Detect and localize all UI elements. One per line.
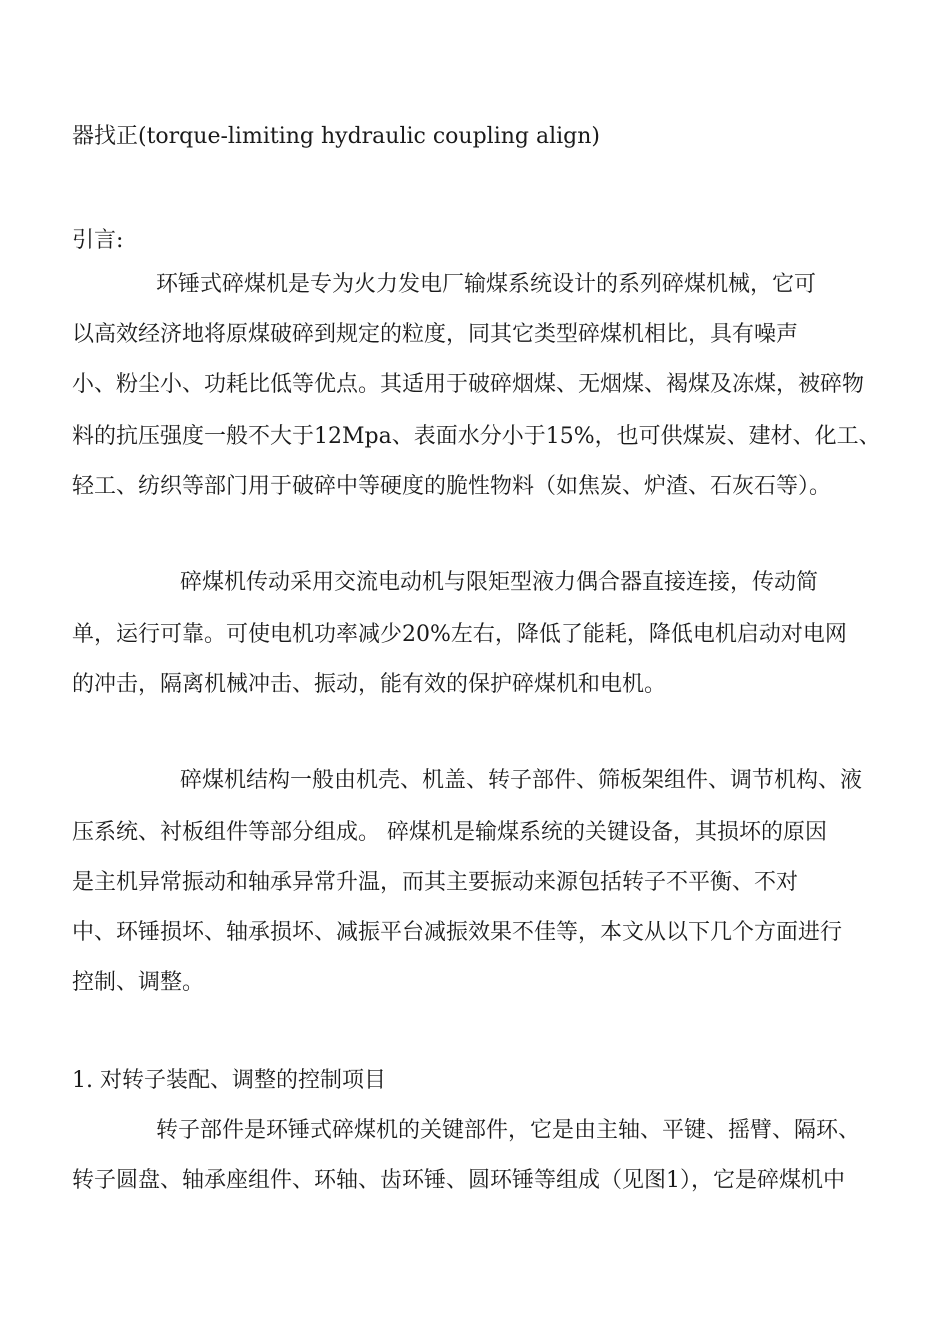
paragraph-line: 转子部件是环锤式碎煤机的关键部件，它是由主轴、平键、摇臂、隔环、 xyxy=(156,1118,861,1143)
paragraph-line: 转子圆盘、轴承座组件、环轴、齿环锤、圆环锤等组成（见图1），它是碎煤机中 xyxy=(72,1168,845,1193)
paragraph-line: 以高效经济地将原煤破碎到规定的粒度，同其它类型碎煤机相比，具有噪声 xyxy=(72,322,799,347)
paragraph-line: 是主机异常振动和轴承异常升温，而其主要振动来源包括转子不平衡、不对 xyxy=(72,870,799,895)
paragraph-line: 压系统、衬板组件等部分组成。 碎煤机是输煤系统的关键设备，其损坏的原因 xyxy=(72,820,827,845)
paragraph-line: 料的抗压强度一般不大于12Mpa、表面水分小于15%，也可供煤炭、建材、化工、 xyxy=(72,424,881,449)
paragraph-line: 中、环锤损坏、轴承损坏、减振平台减振效果不佳等，本文从以下几个方面进行 xyxy=(72,920,843,945)
paragraph-line: 环锤式碎煤机是专为火力发电厂输煤系统设计的系列碎煤机械，它可 xyxy=(156,272,817,297)
paragraph-line: 的冲击，隔离机械冲击、振动，能有效的保护碎煤机和电机。 xyxy=(72,672,667,697)
paragraph-line: 碎煤机结构一般由机壳、机盖、转子部件、筛板架组件、调节机构、液 xyxy=(180,768,863,793)
paragraph-line: 小、粉尘小、功耗比低等优点。其适用于破碎烟煤、无烟煤、褐煤及冻煤，被碎物 xyxy=(72,372,865,397)
title-line: 器找正(torque-limiting hydraulic coupling align) xyxy=(72,124,601,149)
section-heading: 1. 对转子装配、调整的控制项目 xyxy=(72,1068,386,1093)
paragraph-line: 碎煤机传动采用交流电动机与限矩型液力偶合器直接连接，传动简 xyxy=(180,570,819,595)
intro-heading: 引言: xyxy=(72,228,124,253)
paragraph-line: 轻工、纺织等部门用于破碎中等硬度的脆性物料（如焦炭、炉渣、石灰石等）。 xyxy=(72,474,832,499)
paragraph-line: 单，运行可靠。可使电机功率减少20%左右，降低了能耗，降低电机启动对电网 xyxy=(72,622,847,647)
paragraph-line: 控制、调整。 xyxy=(72,970,205,995)
